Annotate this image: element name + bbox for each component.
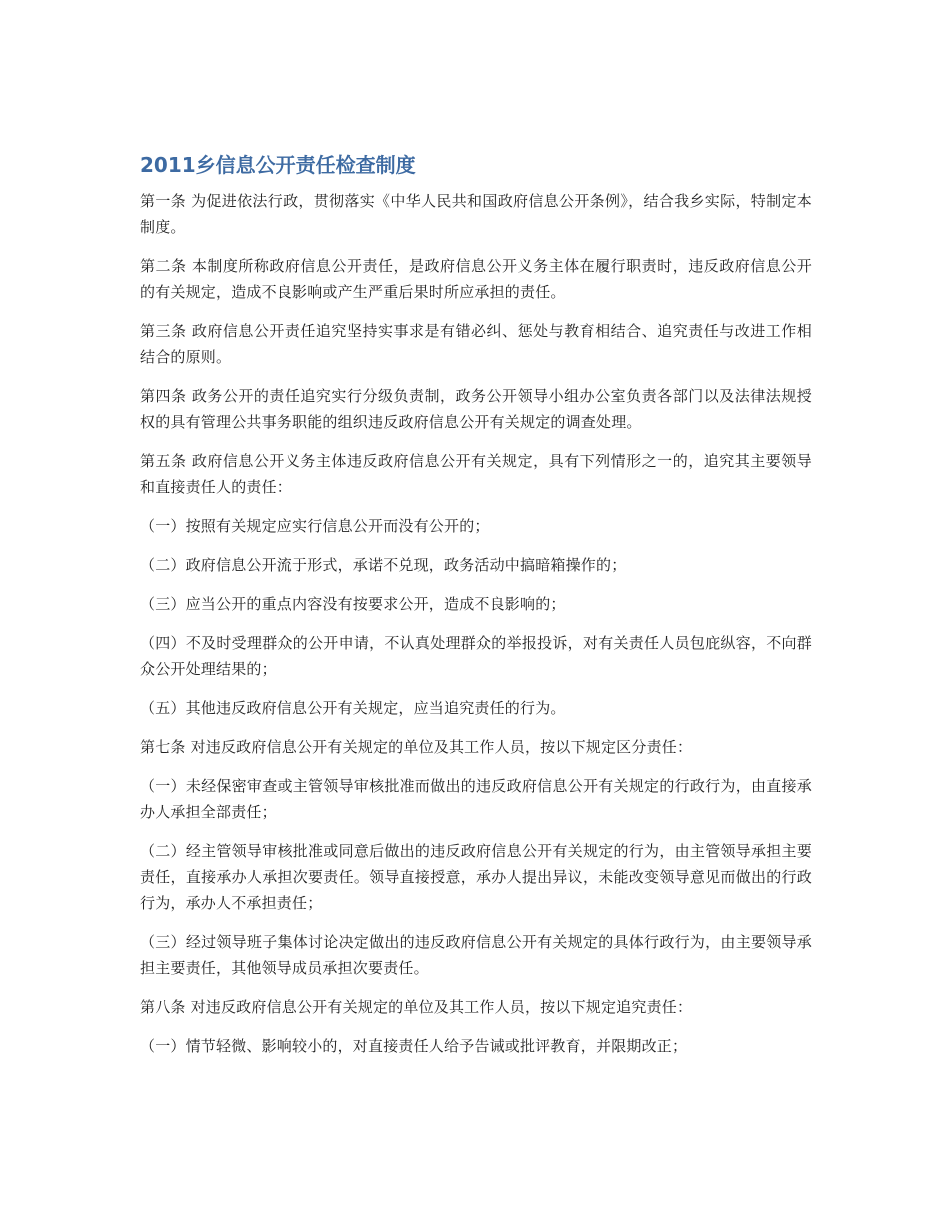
article-3: 第三条 政府信息公开责任追究坚持实事求是有错必纠、惩处与教育相结合、追究责任与改进工作相结合的原则。: [140, 322, 812, 366]
article-5-item-1: （一）按照有关规定应实行信息公开而没有公开的；: [140, 517, 490, 535]
article-5: 第五条 政府信息公开义务主体违反政府信息公开有关规定，具有下列情形之一的，追究其主要领导和直接责任人的责任：: [140, 452, 812, 496]
article-1: 第一条 为促进依法行政，贯彻落实《中华人民共和国政府信息公开条例》，结合我乡实际，特制定本制度。: [140, 192, 812, 236]
article-7-item-3: （三）经过领导班子集体讨论决定做出的违反政府信息公开有关规定的具体行政行为，由主要领导承担主要责任，其他领导成员承担次要责任。: [140, 933, 812, 977]
article-5-item-2: （二）政府信息公开流于形式，承诺不兑现，政务活动中搞暗箱操作的；: [140, 556, 627, 574]
article-5-item-4: （四）不及时受理群众的公开申请，不认真处理群众的举报投诉，对有关责任人员包庇纵容，不向群众公开处理结果的；: [140, 634, 812, 678]
article-7: 第七条 对违反政府信息公开有关规定的单位及其工作人员，按以下规定区分责任：: [140, 738, 693, 756]
article-4: 第四条 政务公开的责任追究实行分级负责制，政务公开领导小组办公室负责各部门以及法律法规授权的具有管理公共事务职能的组织违反政府信息公开有关规定的调查处理。: [140, 387, 812, 431]
article-7-item-1: （一）未经保密审查或主管领导审核批准而做出的违反政府信息公开有关规定的行政行为，由直接承办人承担全部责任；: [140, 777, 812, 821]
article-5-item-5: （五）其他违反政府信息公开有关规定，应当追究责任的行为。: [140, 699, 566, 717]
article-5-item-3: （三）应当公开的重点内容没有按要求公开，造成不良影响的；: [140, 595, 566, 613]
document-page: [140, 148, 812, 1072]
article-7-item-2: （二）经主管领导审核批准或同意后做出的违反政府信息公开有关规定的行为，由主管领导承担主要责任，直接承办人承担次要责任。领导直接授意，承办人提出异议，未能改变领导意见而做出的行政行为，承办人不承担责任；: [140, 842, 812, 912]
document-title: 2011乡信息公开责任检查制度: [140, 153, 416, 177]
article-8: 第八条 对违反政府信息公开有关规定的单位及其工作人员，按以下规定追究责任：: [140, 998, 693, 1016]
article-8-item-1: （一）情节轻微、影响较小的，对直接责任人给予告诫或批评教育，并限期改正；: [140, 1037, 688, 1055]
article-2: 第二条 本制度所称政府信息公开责任，是政府信息公开义务主体在履行职责时，违反政府信息公开的有关规定，造成不良影响或产生严重后果时所应承担的责任。: [140, 257, 812, 301]
